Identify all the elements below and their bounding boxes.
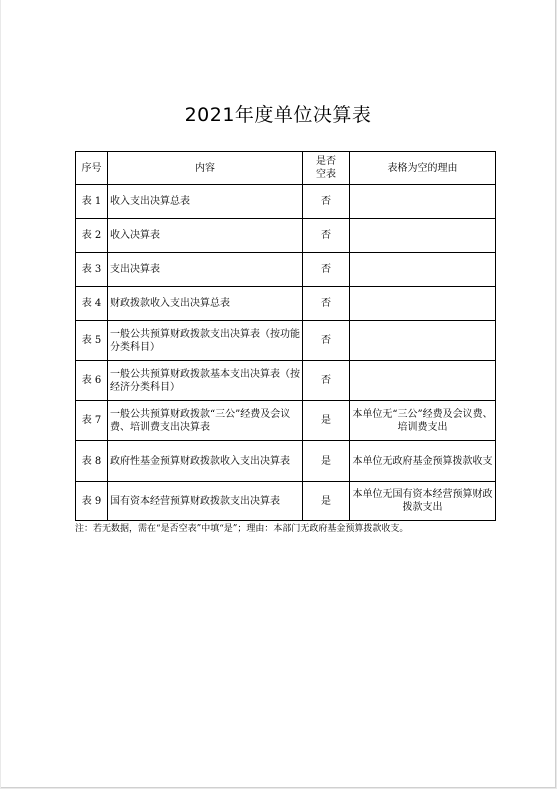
row-is-empty: 否 xyxy=(303,219,350,253)
row-content: 一般公共预算财政拨款支出决算表（按功能分类科目） xyxy=(108,321,303,361)
table-row xyxy=(76,482,496,521)
table-row xyxy=(76,253,496,287)
table-row xyxy=(76,321,496,361)
row-content: 一般公共预算财政拨款基本支出决算表（按经济分类科目） xyxy=(108,361,303,401)
row-reason xyxy=(350,287,496,321)
row-reason xyxy=(350,253,496,287)
row-index: 表 9 xyxy=(76,482,108,521)
table-row xyxy=(76,219,496,253)
row-reason xyxy=(350,185,496,219)
row-is-empty: 是 xyxy=(303,482,350,521)
footnote: 注：若无数据，需在“是否空表”中填“是”；理由：本部门无政府基金预算拨款收支。 xyxy=(75,524,409,534)
header-is-empty xyxy=(303,152,350,185)
row-reason xyxy=(350,321,496,361)
row-content: 政府性基金预算财政拨款收入支出决算表 xyxy=(108,441,303,482)
row-is-empty: 是 xyxy=(303,401,350,441)
table-row xyxy=(76,287,496,321)
document-title: 2021年度单位决算表 xyxy=(184,104,372,126)
document-page xyxy=(1,0,556,788)
table-row xyxy=(76,185,496,219)
header-index: 序号 xyxy=(76,152,108,185)
row-index: 表 6 xyxy=(76,361,108,401)
row-index: 表 2 xyxy=(76,219,108,253)
header-is-empty-line1: 是否 xyxy=(316,156,336,167)
budget-table xyxy=(75,151,496,521)
row-is-empty: 是 xyxy=(303,441,350,482)
row-index: 表 4 xyxy=(76,287,108,321)
row-reason: 本单位无“三公”经费及会议费、培训费支出 xyxy=(350,401,496,441)
row-content: 一般公共预算财政拨款“三公”经费及会议费、培训费支出决算表 xyxy=(108,401,303,441)
row-index: 表 3 xyxy=(76,253,108,287)
row-content: 国有资本经营预算财政拨款支出决算表 xyxy=(108,482,303,521)
row-reason: 本单位无政府基金预算拨款收支 xyxy=(350,441,496,482)
header-is-empty-line2: 空表 xyxy=(316,169,336,180)
table-header-row xyxy=(76,152,496,185)
row-content: 收入支出决算总表 xyxy=(108,185,303,219)
row-index: 表 5 xyxy=(76,321,108,361)
header-content: 内容 xyxy=(108,152,303,185)
row-content: 收入决算表 xyxy=(108,219,303,253)
row-is-empty: 否 xyxy=(303,185,350,219)
row-reason xyxy=(350,361,496,401)
row-index: 表 8 xyxy=(76,441,108,482)
row-reason xyxy=(350,219,496,253)
table-row xyxy=(76,401,496,441)
row-is-empty: 否 xyxy=(303,361,350,401)
row-reason: 本单位无国有资本经营预算财政拨款支出 xyxy=(350,482,496,521)
table-row xyxy=(76,441,496,482)
row-index: 表 7 xyxy=(76,401,108,441)
row-is-empty: 否 xyxy=(303,321,350,361)
table-row xyxy=(76,361,496,401)
row-index: 表 1 xyxy=(76,185,108,219)
row-content: 支出决算表 xyxy=(108,253,303,287)
row-content: 财政拨款收入支出决算总表 xyxy=(108,287,303,321)
row-is-empty: 否 xyxy=(303,287,350,321)
header-reason: 表格为空的理由 xyxy=(350,152,496,185)
row-is-empty: 否 xyxy=(303,253,350,287)
